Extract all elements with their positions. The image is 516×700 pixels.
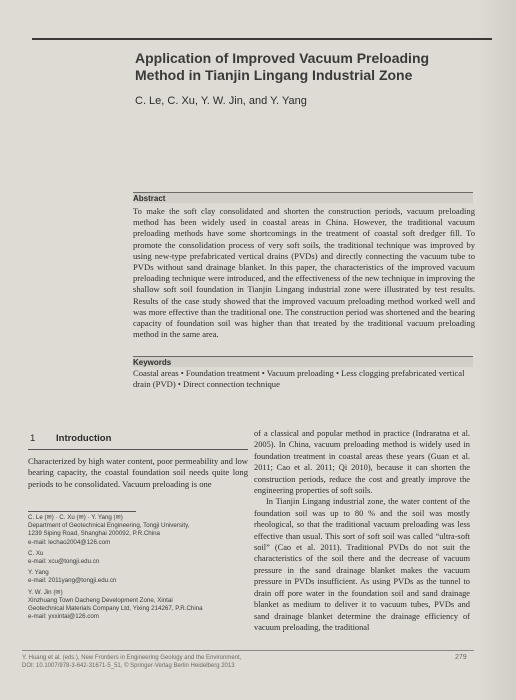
intro-paragraph-1: of a classical and popular method in practice (Indraratna et al. 2005). In China, vacuum preloading method is widely used in foundation treatment in coastal areas these years (Guan et al. 2011; Cao et al. 2011; Qi 2010), because it can shorten the construction periods, reduce the cost and greatly improve the engineering properties of soft soils.: [254, 429, 470, 496]
affiliation-line: e-mail: yxxintai@126.com: [28, 613, 99, 621]
section-rule: [28, 449, 248, 450]
citation-line-2: DOI: 10.1007/978-3-642-31671-5_51, © Springer-Verlag Berlin Heidelberg 2013: [22, 663, 235, 669]
abstract-body: To make the soft clay consolidated and shorten the construction periods, vacuum preloading method has been widely used in coastal areas in China. However, the traditional vacuum preloading methods have some shortcomings in the treatment of coastal soft dredger fill. To promote the consolidation process of very soft soils, the traditional technique was improved by using new-type prefabricated vertical drains (PVDs) and directly connecting the vacuum tube to PVDs without sand drainage blanket. In this paper, the characteristics of the improved vacuum preloading technique were introduced, and the effectiveness of the new technique in improving the shallow soft soil foundation in Tianjin Lingang industrial zone were illustrated by test results. Results of the case study showed that the improved vacuum preloading method worked well and was more effective than the traditional one. The construction period was shortened and the bearing capacity of foundation soil was higher than that treated by the traditional vacuum preloading method in the same area.: [133, 206, 475, 340]
page-number: 279: [455, 654, 467, 661]
affiliation-group: [28, 589, 258, 622]
keywords-body: Coastal areas • Foundation treatment • Vacuum preloading • Less clogging prefabricated vertical drain (PVD) • Direct connection technique: [133, 368, 465, 390]
author-affiliations: [28, 514, 258, 624]
affiliation-line: e-mail: lechao2004@126.com: [28, 538, 111, 546]
footnote-rule: [28, 511, 136, 512]
citation-line-1: Y. Huang et al. (eds.), New Frontiers in Engineering Geology and the Environment,: [22, 655, 242, 661]
affiliation-line: Geotechnical Materials Company Ltd, Yixing 214267, P.R.China: [28, 605, 203, 613]
author-list: C. Le, C. Xu, Y. W. Jin, and Y. Yang: [135, 95, 307, 107]
affiliation-line: Y. W. Jin (✉): [28, 588, 63, 596]
affiliation-line: C. Le (✉) · C. Xu (✉) · Y. Yang (✉): [28, 514, 123, 521]
affiliation-group: [28, 569, 258, 585]
section-number: 1: [30, 433, 36, 444]
citation-footer: [22, 654, 422, 670]
affiliation-line: Y. Yang: [28, 569, 49, 577]
intro-paragraph-2: In Tianjin Lingang industrial zone, the water content of the foundation soil was up to 80 % and the soil was mostly rheological, so that the traditional vacuum preloading was less effective than usual. This sort of soft soil was called “ultra-soft soil” (Cao et al. 2011). Traditional PVDs do not suit the characteristics of the soil there and the decrease of vacuum pressure in the sand drainage blanket makes the vacuum pressure in PVDs insufficient. As using PVDs as the tunnel to drain off pore water in the foundation soil and sand drainage blanket as medium to deliver it to vacuum tubes, PVDs and sand drainage blanket determine the drainage efficiency of vacuum preloading, the traditional: [254, 497, 470, 632]
affiliation-group: [28, 514, 258, 547]
affiliation-line: Department of Geotechnical Engineering, Tongji University,: [28, 522, 190, 530]
abstract-heading: Abstract: [133, 192, 473, 203]
affiliation-group: [28, 550, 258, 566]
paper-title: [135, 50, 475, 84]
affiliation-line: 1239 Siping Road, Shanghai 200092, P.R.China: [28, 530, 160, 538]
top-rule: [32, 38, 492, 40]
page-shading: [476, 0, 516, 700]
footer-rule: [22, 650, 474, 651]
title-line-1: Application of Improved Vacuum Preloading: [135, 50, 430, 66]
intro-left-column: Characterized by high water content, poor permeability and low bearing capacity, the coastal foundation soil needs quite long periods to be consolidated. Vacuum preloading is one: [28, 456, 248, 489]
title-line-2: Method in Tianjin Lingang Industrial Zone: [135, 67, 413, 83]
section-title: Introduction: [56, 433, 112, 444]
affiliation-line: C. Xu: [28, 549, 44, 557]
affiliation-line: Xinzhuang Town Dacheng Development Zone, Xintai: [28, 596, 173, 604]
keywords-heading: Keywords: [133, 356, 473, 367]
affiliation-line: e-mail: xcu@tongji.edu.cn: [28, 558, 100, 566]
affiliation-line: e-mail: 2011yang@tongji.edu.cn: [28, 577, 117, 585]
intro-right-column: [254, 428, 470, 633]
